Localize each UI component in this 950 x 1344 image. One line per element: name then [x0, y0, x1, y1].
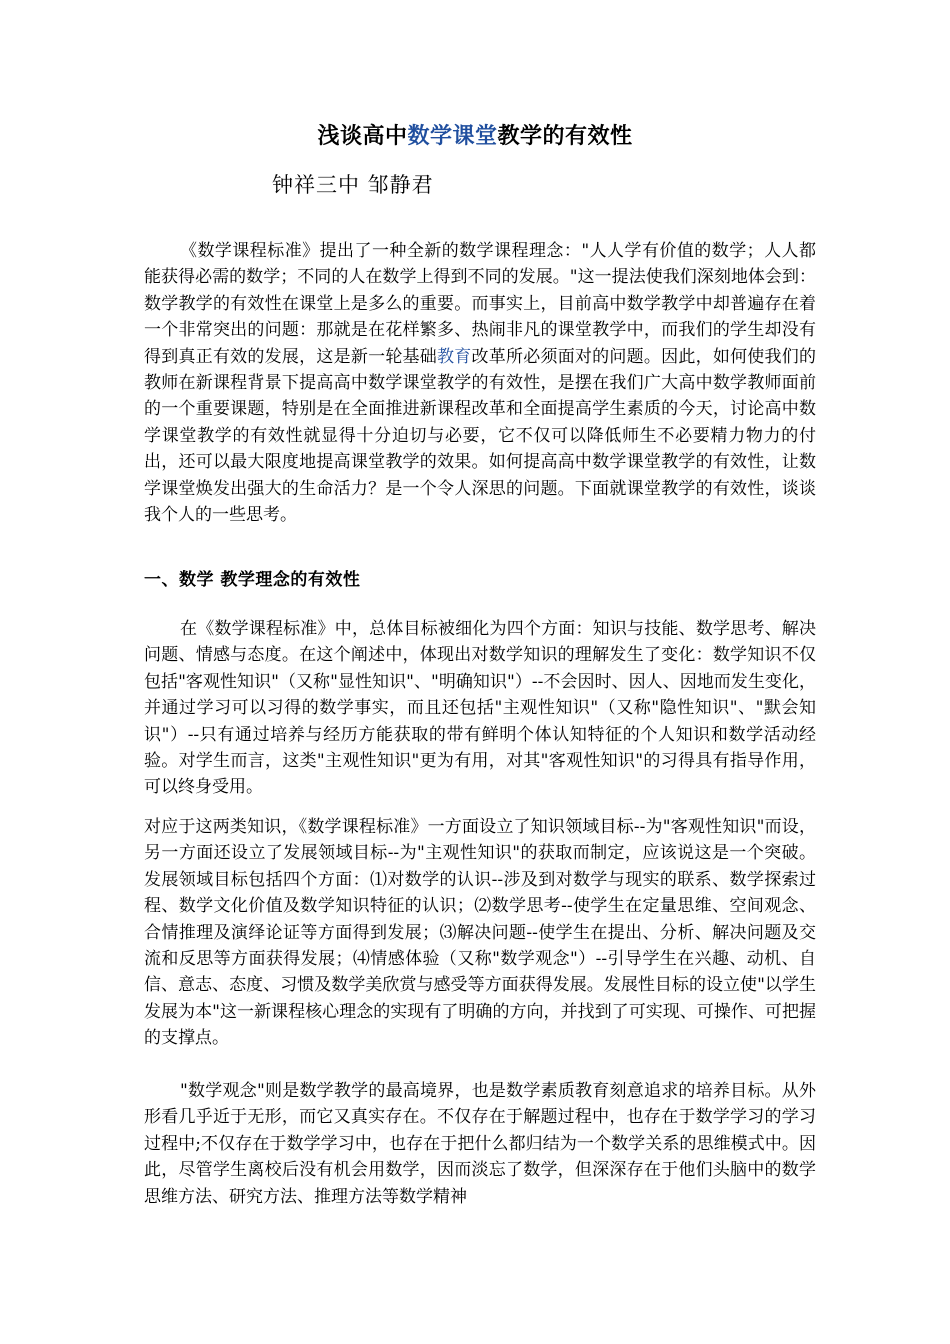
title-part-before: 浅谈高中 — [317, 123, 408, 149]
title-part-after: 教学的有效性 — [497, 123, 633, 149]
education-link[interactable]: 教育 — [437, 346, 472, 367]
paragraph-intro-text-a: 《数学课程标准》提出了一种全新的数学课程理念："人人学有价值的数学；人人都能获得必需的数学；不同的人在数学上得到不同的发展。"这一提法使我们深刻地体会到：数学教学的有效性在课堂上是多么的重要。而事实上，目前高中数学教学中却普遍存在着一个非常突出的问题：那就是在花样繁多、热闹非凡的课堂教学中，而我们的学生却没有得到真正有效的发展，这是新一轮基础 — [144, 241, 816, 367]
title-highlight-link[interactable]: 数学课堂 — [407, 123, 498, 149]
paragraph-curriculum-goals: 在《数学课程标准》中，总体目标被细化为四个方面：知识与技能、数学思考、解决问题、情感与态度。在这个阐述中，体现出对数学知识的理解发生了变化：数学知识不仅包括"客观性知识"（又称"显性知识"、"明确知识"）--不会因时、因人、因地而发生变化，并通过学习可以习得的数学事实，而且还包括"主观性知识"（又称"隐性知识"、"默会知识"）--只有通过培养与经历方能获取的带有鲜明个体认知特征的个人知识和数学活动经验。对学生而言，这类"主观性知识"更为有用，对其"客观性知识"的习得具有指导作用，可以终身受用。 — [144, 619, 816, 798]
paragraph-intro-text-b: 改革所必须面对的问题。因此，如何使我们的教师在新课程背景下提高高中数学课堂教学的有效性，是摆在我们广大高中数学教师面前的一个重要课题，特别是在全面推进新课程改革和全面提高学生素质的今天，讨论高中数学课堂教学的有效性就显得十分迫切与必要，它不仅可以降低师生不必要精力物力的付出，还可以最大限度地提高课堂教学的效果。如何提高高中数学课堂教学的有效性，让数学课堂焕发出强大的生命活力？是一个令人深思的问题。下面就课堂教学的有效性，谈谈我个人的一些思考。 — [144, 346, 817, 526]
paragraph-development-goals: 对应于这两类知识，《数学课程标准》一方面设立了知识领域目标--为"客观性知识"而设，另一方面还设立了发展领域目标--为"主观性知识"的获取而制定，应该说这是一个突破。发展领域目标包括四个方面：⑴对数学的认识--涉及到对数学与现实的联系、数学探索过程、数学文化价值及数学知识特征的认识；⑵数学思考--使学生在定量思维、空间观念、合情推理及演绎论证等方面得到发展；⑶解决问题--使学生在提出、分析、解决问题及交流和反思等方面获得发展；⑷情感体验（又称"数学观念"）--引导学生在兴趣、动机、自信、意志、态度、习惯及数学美欣赏与感受等方面获得发展。发展性目标的设立使"以学生发展为本"这一新课程核心理念的实现有了明确的方向，并找到了可实现、可操作、可把握的支撑点。 — [144, 817, 816, 1049]
paragraph-intro — [144, 238, 816, 528]
paragraph-math-concept: "数学观念"则是数学教学的最高境界，也是数学素质教育刻意追求的培养目标。从外形看几乎近于无形，而它又真实存在。不仅存在于解题过程中，也存在于数学学习的学习过程中;不仅存在于数学学习中，也存在于把什么都归结为一个数学关系的思维模式中。因此，尽管学生离校后没有机会用数学，因而淡忘了数学，但深深存在于他们头脑中的数学思维方法、研究方法、推理方法等数学精神 — [144, 1081, 816, 1207]
document-title — [0, 118, 950, 154]
document-author: 钟祥三中 邹静君 — [272, 173, 434, 197]
section-heading-1: 一、数学 教学理念的有效性 — [144, 570, 361, 590]
